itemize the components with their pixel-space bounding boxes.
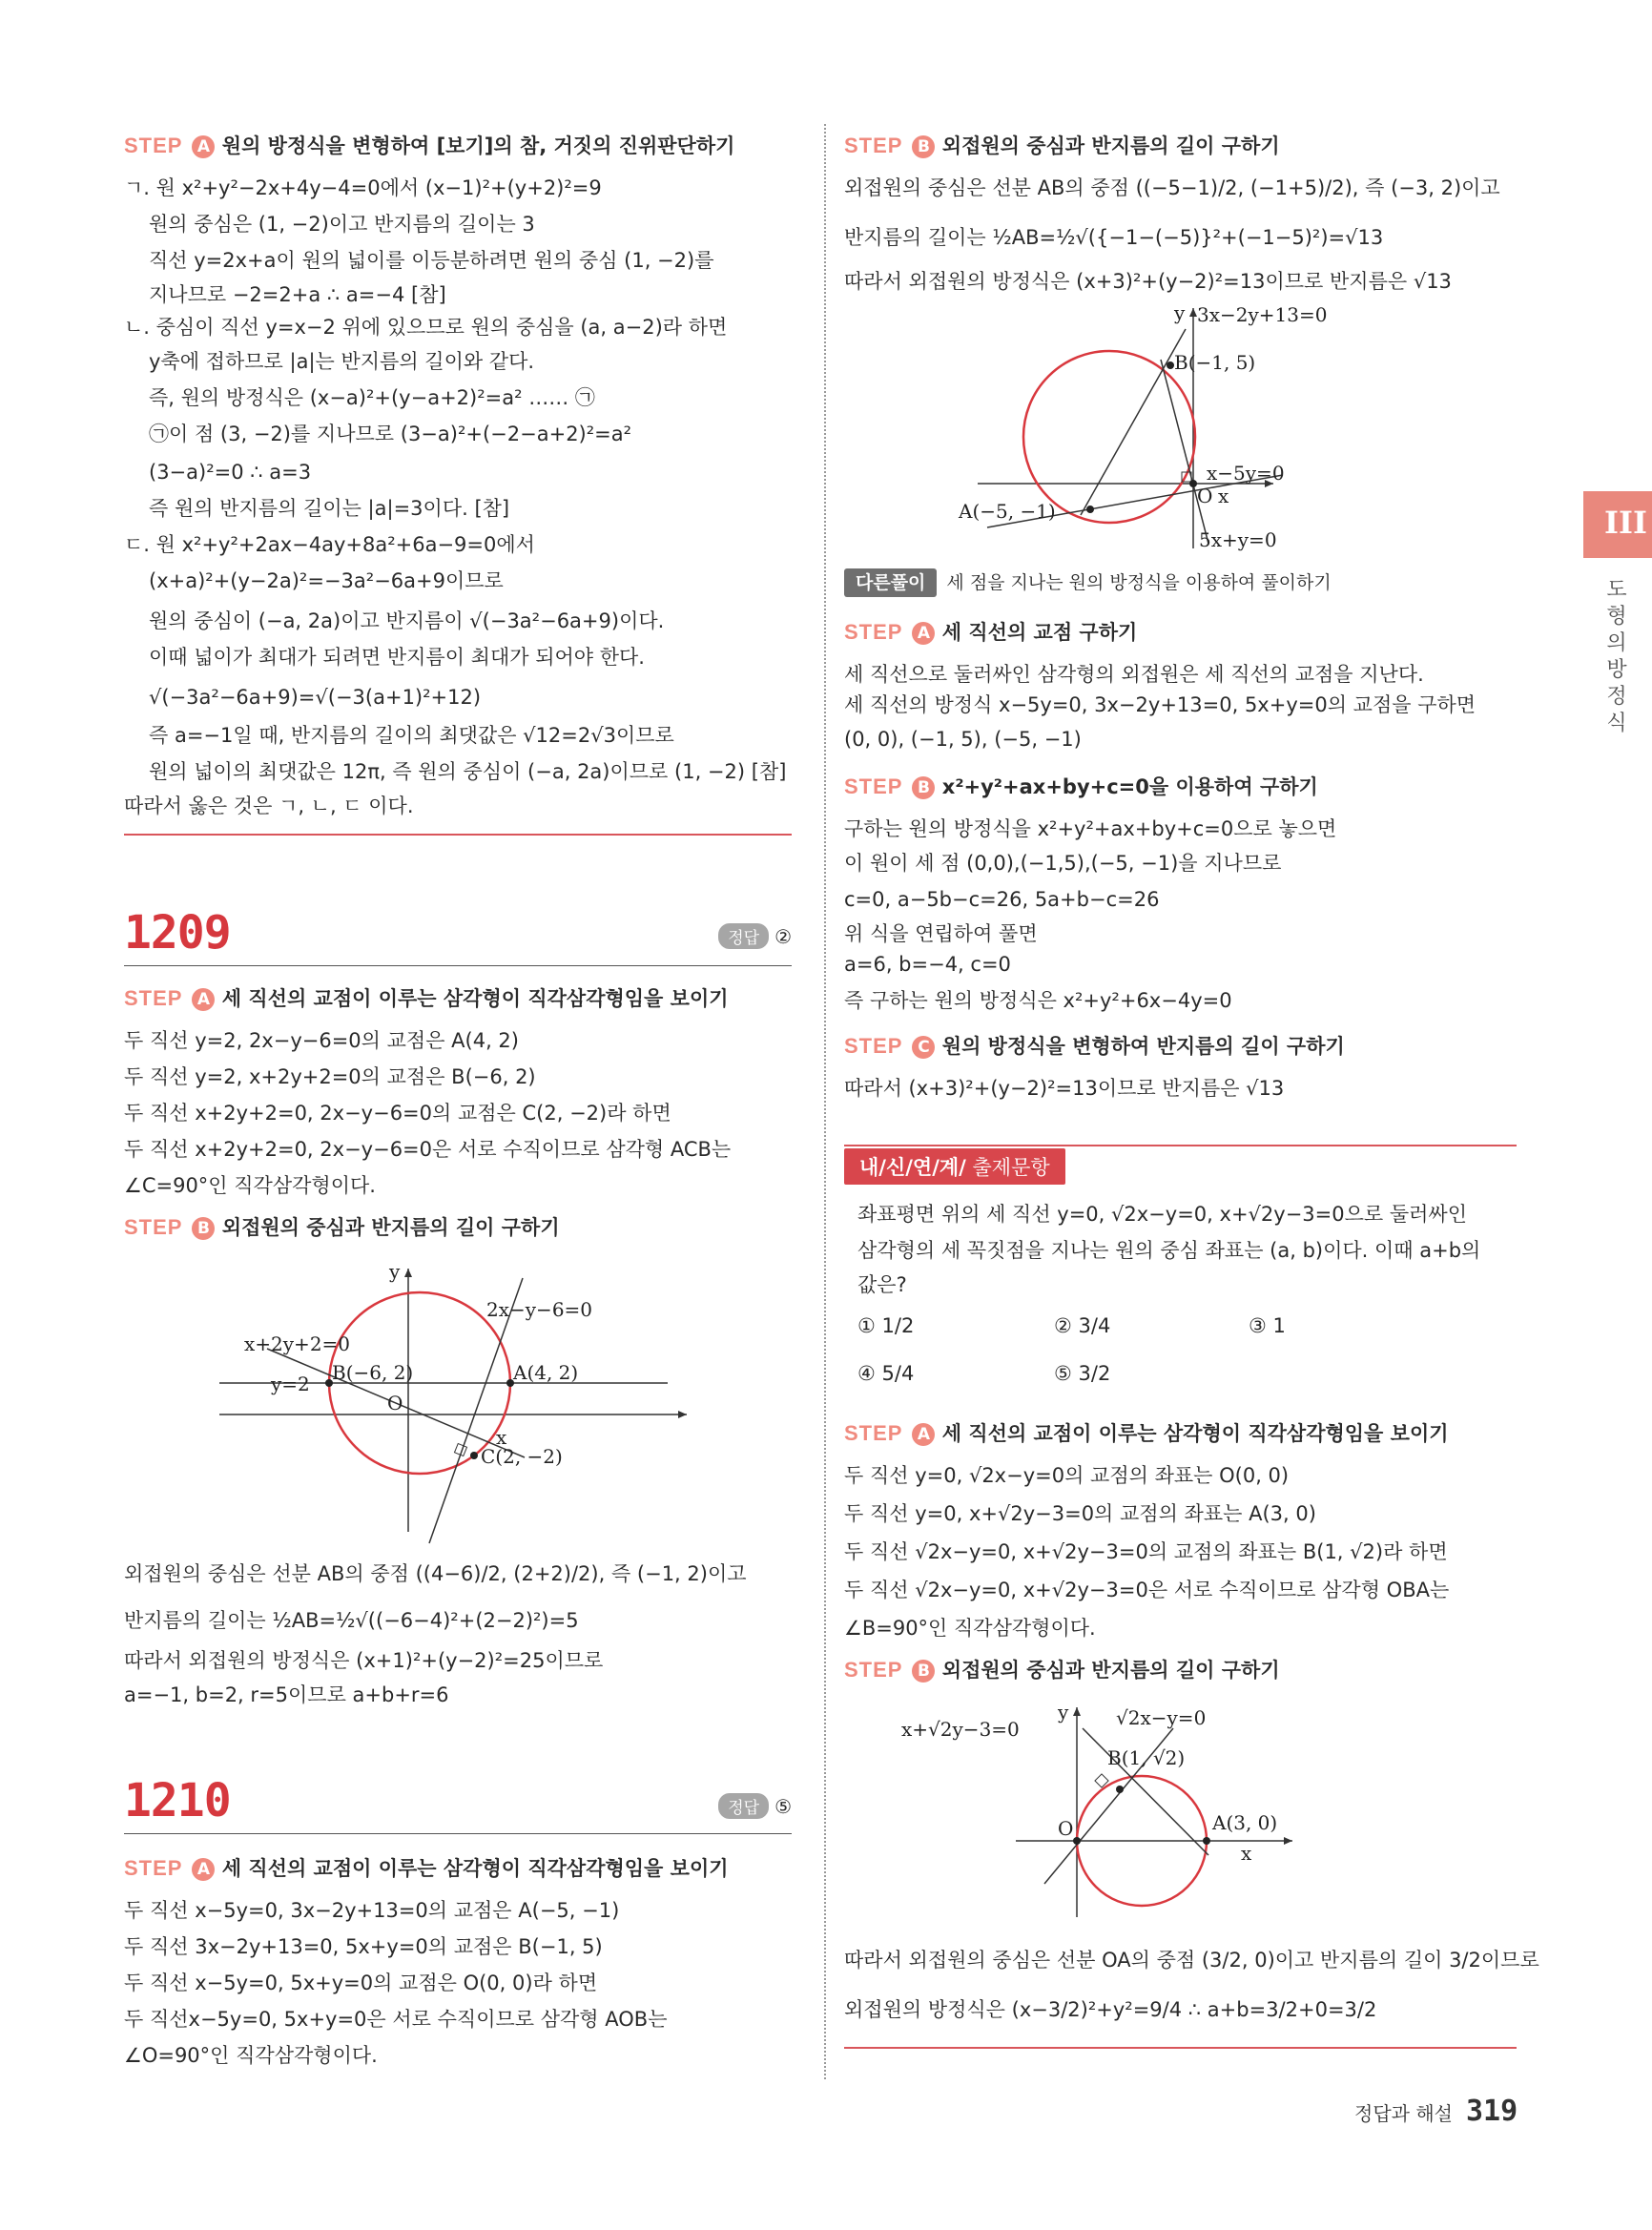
step-b-heading bbox=[844, 1656, 1280, 1684]
page-footer bbox=[1354, 2095, 1518, 2128]
choice: ③ 1 bbox=[1249, 1314, 1286, 1337]
circumcircle-graph-1209 bbox=[210, 1257, 706, 1543]
solution-line: 원의 중심은 (1, −2)이고 반지름의 길이는 3 bbox=[149, 213, 535, 236]
solution-line: a=−1, b=2, r=5이므로 a+b+r=6 bbox=[124, 1683, 449, 1706]
solution-line: (0, 0), (−1, 5), (−5, −1) bbox=[844, 728, 1082, 751]
page-number: 319 bbox=[1465, 2095, 1518, 2128]
solution-line: 두 직선 √2x−y=0, x+√2y−3=0의 교점의 좌표는 B(1, √2)라 하면 bbox=[844, 1540, 1448, 1563]
solution-line: ∠B=90°인 직각삼각형이다. bbox=[844, 1617, 1096, 1640]
solution-line: ㄷ. 원 x²+y²+2ax−4ay+8a²+6a−9=0에서 bbox=[124, 533, 535, 556]
solution-line: ㉠이 점 (3, −2)를 지나므로 (3−a)²+(−2−a+2)²=a² bbox=[149, 423, 632, 445]
step-letter: B bbox=[912, 1660, 935, 1683]
step-tag: STEP bbox=[844, 134, 903, 157]
y-axis-arrow bbox=[1189, 308, 1197, 317]
circumcircle-graph-1210 bbox=[959, 300, 1378, 558]
alt-text: 세 점을 지나는 원의 방정식을 이용하여 풀이하기 bbox=[946, 572, 1332, 593]
line-3x-2y-13 bbox=[1081, 329, 1186, 515]
solution-line: a=6, b=−4, c=0 bbox=[844, 953, 1011, 976]
answer-value: ⑤ bbox=[774, 1795, 792, 1818]
step-b-heading bbox=[844, 773, 1318, 801]
problem-number: 1209 bbox=[124, 906, 231, 960]
point-c bbox=[470, 1452, 478, 1459]
step-a-heading bbox=[844, 1419, 1449, 1448]
step-title: x²+y²+ax+by+c=0을 이용하여 구하기 bbox=[941, 775, 1318, 798]
naesin-sub: 출제문항 bbox=[965, 1156, 1050, 1179]
origin-label: O bbox=[1058, 1817, 1074, 1840]
solution-line: 즉 a=−1일 때, 반지름의 길이의 최댓값은 √12=2√3이므로 bbox=[149, 724, 674, 747]
solution-line: ㄱ. 원 x²+y²−2x+4y−4=0에서 (x−1)²+(y+2)²=9 bbox=[124, 176, 602, 199]
solution-line: 위 식을 연립하여 풀면 bbox=[844, 922, 1038, 945]
solution-line: 따라서 외접원의 중심은 선분 OA의 중점 (3/2, 0)이고 반지름의 길이 3/2이므로 bbox=[844, 1949, 1539, 1972]
line-label: x+2y+2=0 bbox=[244, 1332, 351, 1355]
point-b bbox=[1116, 1786, 1124, 1793]
origin-label: O bbox=[387, 1392, 403, 1414]
solution-line: √(−3a²−6a+9)=√(−3(a+1)²+12) bbox=[149, 686, 482, 709]
line-5x-y bbox=[1161, 360, 1208, 544]
problem-line: 값은? bbox=[857, 1273, 907, 1296]
choice: ④ 5/4 bbox=[857, 1362, 915, 1385]
step-a-heading bbox=[124, 132, 734, 160]
solution-line: 두 직선 √2x−y=0, x+√2y−3=0은 서로 수직이므로 삼각형 OBA는 bbox=[844, 1579, 1450, 1601]
solution-line: (x+a)²+(y−2a)²=−3a²−6a+9이므로 bbox=[149, 569, 504, 592]
y-label: y bbox=[389, 1260, 401, 1283]
footer-label: 정답과 해설 bbox=[1354, 2102, 1453, 2125]
step-title: 세 직선의 교점이 이루는 삼각형이 직각삼각형임을 보이기 bbox=[221, 987, 729, 1010]
step-tag: STEP bbox=[124, 986, 183, 1010]
solution-line: 두 직선 3x−2y+13=0, 5x+y=0의 교점은 B(−1, 5) bbox=[124, 1935, 603, 1958]
x-label: x bbox=[496, 1426, 507, 1449]
step-tag: STEP bbox=[124, 134, 183, 157]
solution-line: 따라서 옳은 것은 ㄱ, ㄴ, ㄷ 이다. bbox=[124, 795, 414, 817]
answer-label: 정답 bbox=[718, 923, 769, 949]
step-letter: A bbox=[912, 622, 935, 645]
choice: ① 1/2 bbox=[857, 1314, 915, 1337]
step-b-heading bbox=[124, 1213, 560, 1242]
point-label: A(3, 0) bbox=[1212, 1811, 1278, 1834]
solution-line: ㄴ. 중심이 직선 y=x−2 위에 있으므로 원의 중심을 (a, a−2)라 하면 bbox=[124, 316, 728, 339]
choice: ⑤ 3/2 bbox=[1054, 1362, 1111, 1385]
solution-line: 따라서 (x+3)²+(y−2)²=13이므로 반지름은 √13 bbox=[844, 1077, 1285, 1100]
solution-line: 즉, 원의 방정식은 (x−a)²+(y−a+2)²=a² …… ㉠ bbox=[149, 386, 595, 409]
solution-line: 두 직선 x−5y=0, 3x−2y+13=0의 교점은 A(−5, −1) bbox=[124, 1899, 620, 1922]
problem-rule bbox=[124, 1833, 792, 1834]
solution-line: 따라서 외접원의 방정식은 (x+3)²+(y−2)²=13이므로 반지름은 √13 bbox=[844, 270, 1452, 293]
step-title: 세 직선의 교점이 이루는 삼각형이 직각삼각형임을 보이기 bbox=[941, 1422, 1449, 1445]
point-label: C(2, −2) bbox=[481, 1445, 563, 1468]
step-title: 외접원의 중심과 반지름의 길이 구하기 bbox=[941, 1659, 1280, 1682]
alternative-solution-banner bbox=[844, 568, 1332, 597]
step-tag: STEP bbox=[844, 620, 903, 644]
circumcircle bbox=[1023, 351, 1195, 523]
solution-line: 이때 넓이가 최대가 되려면 반지름이 최대가 되어야 한다. bbox=[149, 646, 645, 669]
step-letter: B bbox=[912, 135, 935, 158]
step-b-heading bbox=[844, 132, 1280, 160]
choice: ② 3/4 bbox=[1054, 1314, 1111, 1337]
solution-line: 직선 y=2x+a이 원의 넓이를 이등분하려면 원의 중심 (1, −2)를 bbox=[149, 249, 714, 272]
line-label: 2x−y−6=0 bbox=[486, 1298, 593, 1321]
solution-line: 두 직선 x+2y+2=0, 2x−y−6=0은 서로 수직이므로 삼각형 ACB는 bbox=[124, 1138, 732, 1161]
solution-line: 두 직선x−5y=0, 5x+y=0은 서로 수직이므로 삼각형 AOB는 bbox=[124, 2008, 668, 2031]
y-axis-arrow bbox=[1073, 1707, 1081, 1716]
solution-line: 지나므로 −2=2+a ∴ a=−4 [참] bbox=[149, 283, 446, 306]
circumcircle-graph-naesin bbox=[901, 1698, 1388, 1927]
solution-line: 외접원의 방정식은 (x−3/2)²+y²=9/4 ∴ a+b=3/2+0=3/2 bbox=[844, 1998, 1377, 2021]
step-title: 세 직선의 교점 구하기 bbox=[941, 621, 1138, 644]
solution-line: 두 직선 y=0, x+√2y−3=0의 교점의 좌표는 A(3, 0) bbox=[844, 1502, 1316, 1525]
naesin-label: 내/신/연/계/ bbox=[859, 1156, 966, 1179]
step-letter: A bbox=[192, 135, 215, 158]
point-a bbox=[1086, 506, 1094, 513]
step-letter: A bbox=[192, 988, 215, 1011]
solution-line: c=0, a−5b−c=26, 5a+b−c=26 bbox=[844, 888, 1160, 911]
solution-line: 두 직선 y=2, 2x−y−6=0의 교점은 A(4, 2) bbox=[124, 1029, 519, 1052]
solution-line: 반지름의 길이는 ½AB=½√((−6−4)²+(2−2)²)=5 bbox=[124, 1609, 579, 1632]
step-letter: B bbox=[912, 776, 935, 799]
step-tag: STEP bbox=[844, 774, 903, 798]
step-title: 외접원의 중심과 반지름의 길이 구하기 bbox=[941, 134, 1280, 157]
step-a-heading bbox=[124, 1854, 729, 1883]
step-letter: A bbox=[192, 1858, 215, 1881]
point-label: B(−1, 5) bbox=[1174, 351, 1256, 374]
point-o bbox=[1189, 480, 1197, 487]
line-label: √2x−y=0 bbox=[1116, 1706, 1207, 1729]
step-title: 원의 방정식을 변형하여 [보기]의 참, 거짓의 진위판단하기 bbox=[221, 134, 735, 157]
step-tag: STEP bbox=[124, 1215, 183, 1239]
naesin-banner bbox=[844, 1148, 1065, 1185]
line-label: x−5y=0 bbox=[1207, 462, 1285, 485]
solution-line: (3−a)²=0 ∴ a=3 bbox=[149, 461, 312, 484]
problem-rule bbox=[124, 965, 792, 966]
section-rule bbox=[844, 2047, 1517, 2049]
step-letter: C bbox=[912, 1036, 935, 1059]
problem-line: 좌표평면 위의 세 직선 y=0, √2x−y=0, x+√2y−3=0으로 둘러싸인 bbox=[857, 1203, 1468, 1226]
point-label: B(−6, 2) bbox=[332, 1361, 414, 1384]
solution-line: 두 직선 x+2y+2=0, 2x−y−6=0의 교점은 C(2, −2)라 하면 bbox=[124, 1102, 671, 1125]
point-label: B(1, √2) bbox=[1107, 1746, 1186, 1769]
solution-line: ∠O=90°인 직각삼각형이다. bbox=[124, 2044, 378, 2067]
step-title: 외접원의 중심과 반지름의 길이 구하기 bbox=[221, 1216, 560, 1239]
step-tag: STEP bbox=[844, 1421, 903, 1445]
point-label: A(−5, −1) bbox=[959, 500, 1056, 523]
solution-line: 외접원의 중심은 선분 AB의 중점 ((−5−1)/2, (−1+5)/2), 즉 (−3, 2)이고 bbox=[844, 176, 1500, 199]
x-label: x bbox=[1241, 1842, 1252, 1865]
problem-line: 삼각형의 세 꼭짓점을 지나는 원의 중심 좌표는 (a, b)이다. 이때 a+b의 bbox=[857, 1239, 1481, 1262]
step-a-heading bbox=[844, 618, 1137, 647]
solution-line: 두 직선 y=2, x+2y+2=0의 교점은 B(−6, 2) bbox=[124, 1065, 536, 1088]
solution-line: 따라서 외접원의 방정식은 (x+1)²+(y−2)²=25이므로 bbox=[124, 1649, 604, 1672]
step-tag: STEP bbox=[844, 1658, 903, 1682]
y-label: y bbox=[1058, 1701, 1069, 1724]
step-tag: STEP bbox=[124, 1856, 183, 1880]
step-letter: B bbox=[192, 1217, 215, 1240]
x-axis-arrow bbox=[1284, 1837, 1292, 1845]
column-divider bbox=[824, 124, 826, 2079]
solution-line: y축에 접하므로 |a|는 반지름의 길이와 같다. bbox=[149, 350, 535, 373]
problem-number: 1210 bbox=[124, 1774, 231, 1827]
point-o bbox=[1073, 1837, 1081, 1845]
step-tag: STEP bbox=[844, 1034, 903, 1058]
solution-line: 세 직선의 방정식 x−5y=0, 3x−2y+13=0, 5x+y=0의 교점을 구하면 bbox=[844, 693, 1476, 716]
y-axis-arrow bbox=[404, 1269, 412, 1277]
solution-line: 이 원이 세 점 (0,0),(−1,5),(−5, −1)을 지나므로 bbox=[844, 852, 1282, 875]
section-rule bbox=[124, 834, 792, 836]
line-label: 3x−2y+13=0 bbox=[1197, 303, 1328, 326]
solution-line: 즉 원의 반지름의 길이는 |a|=3이다. [참] bbox=[149, 497, 510, 520]
point-label: A(4, 2) bbox=[513, 1361, 579, 1384]
answer-badge bbox=[718, 1793, 792, 1819]
step-title: 세 직선의 교점이 이루는 삼각형이 직각삼각형임을 보이기 bbox=[221, 1857, 729, 1880]
solution-line: ∠C=90°인 직각삼각형이다. bbox=[124, 1174, 376, 1197]
solution-line: 즉 구하는 원의 방정식은 x²+y²+6x−4y=0 bbox=[844, 989, 1232, 1012]
answer-badge bbox=[718, 923, 792, 949]
solution-line: 원의 중심이 (−a, 2a)이고 반지름이 √(−3a²−6a+9)이다. bbox=[149, 609, 665, 632]
chapter-title: 도형의 방정식 bbox=[1606, 578, 1627, 735]
solution-line: 구하는 원의 방정식을 x²+y²+ax+by+c=0으로 놓으면 bbox=[844, 817, 1337, 840]
chapter-numeral: III bbox=[1604, 505, 1647, 541]
origin-label: O bbox=[1197, 485, 1213, 507]
step-c-heading bbox=[844, 1032, 1345, 1061]
point-a bbox=[1203, 1837, 1210, 1845]
point-b bbox=[1167, 361, 1174, 369]
solution-line: 두 직선 y=0, √2x−y=0의 교점의 좌표는 O(0, 0) bbox=[844, 1464, 1290, 1487]
chapter-tab bbox=[1583, 491, 1652, 558]
y-label: y bbox=[1174, 301, 1186, 324]
step-letter: A bbox=[912, 1423, 935, 1446]
solution-line: 두 직선 x−5y=0, 5x+y=0의 교점은 O(0, 0)라 하면 bbox=[124, 1972, 598, 1994]
x-axis-arrow bbox=[678, 1411, 687, 1418]
alt-label: 다른풀이 bbox=[844, 568, 937, 597]
section-rule bbox=[844, 1145, 1517, 1146]
x-label: x bbox=[1218, 485, 1229, 507]
line-label: x+√2y−3=0 bbox=[901, 1718, 1020, 1741]
solution-line: 외접원의 중심은 선분 AB의 중점 ((4−6)/2, (2+2)/2), 즉 (−1, 2)이고 bbox=[124, 1562, 747, 1585]
line-label: 5x+y=0 bbox=[1199, 528, 1277, 551]
step-title: 원의 방정식을 변형하여 반지름의 길이 구하기 bbox=[941, 1035, 1345, 1058]
step-a-heading bbox=[124, 984, 729, 1013]
answer-label: 정답 bbox=[718, 1793, 769, 1819]
line-label: y=2 bbox=[271, 1373, 310, 1395]
solution-line: 세 직선으로 둘러싸인 삼각형의 외접원은 세 직선의 교점을 지난다. bbox=[844, 663, 1424, 686]
answer-value: ② bbox=[774, 925, 792, 948]
solution-line: 원의 넓이의 최댓값은 12π, 즉 원의 중심이 (−a, 2a)이므로 (1, −2) [참] bbox=[149, 760, 787, 783]
solution-line: 반지름의 길이는 ½AB=½√({−1−(−5)}²+(−1−5)²)=√13 bbox=[844, 226, 1384, 249]
